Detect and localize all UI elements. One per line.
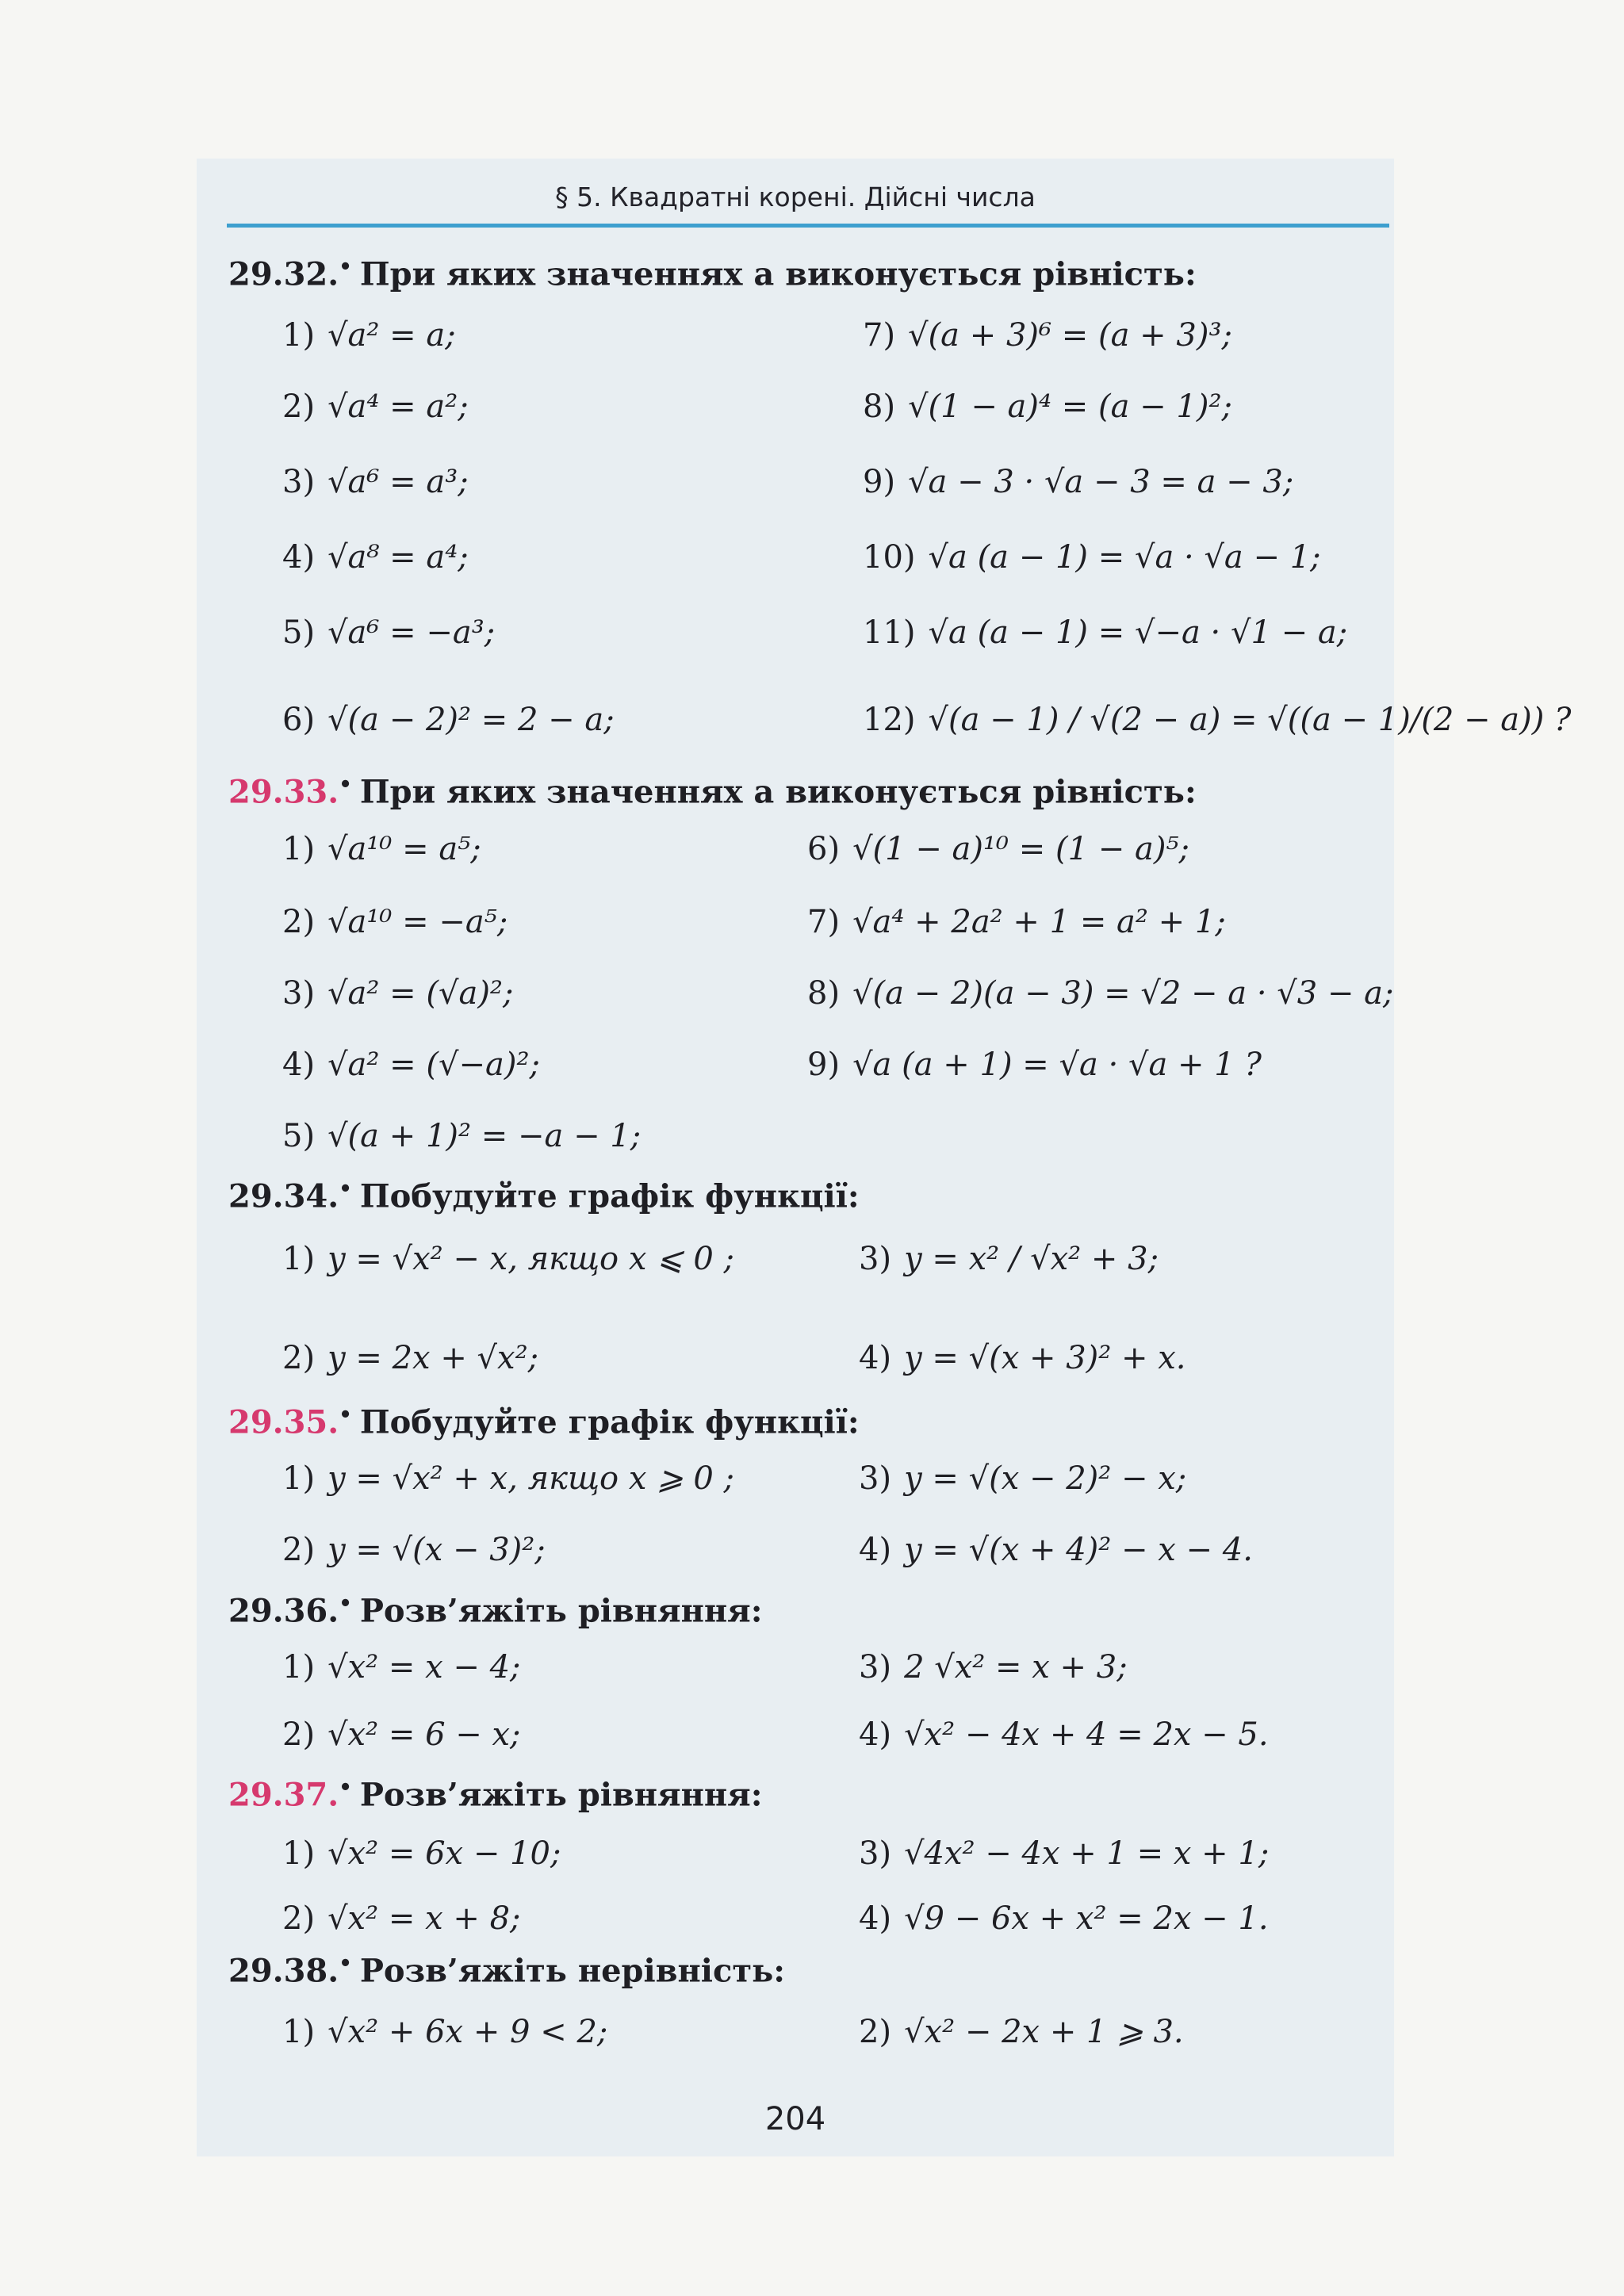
list-item: 3) √a⁶ = a³;: [282, 464, 469, 500]
problem-stem: Розв’яжіть рівняння:: [359, 1592, 763, 1630]
list-item: 8) √(a − 2)(a − 3) = √2 − a · √3 − a;: [807, 975, 1394, 1012]
list-item: 3) √4x² − 4x + 1 = x + 1;: [859, 1835, 1270, 1872]
problem-stem: При яких значеннях a виконується рівність:: [359, 255, 1197, 293]
list-item: 2) √a⁴ = a²;: [282, 388, 469, 425]
list-item: 3) √a² = (√a)²;: [282, 975, 514, 1012]
list-item: 1) √x² = x − 4;: [282, 1649, 521, 1686]
page-number: 204: [764, 2101, 826, 2137]
list-item: 2) √x² = 6 − x;: [282, 1716, 521, 1753]
list-item: 5) √(a + 1)² = −a − 1;: [282, 1118, 642, 1154]
list-item: 6) √(a − 2)² = 2 − a;: [282, 702, 615, 738]
list-item: 2) y = √(x − 3)²;: [282, 1532, 546, 1568]
page-header: [197, 159, 1394, 225]
list-item: 9) √a − 3 · √a − 3 = a − 3;: [863, 464, 1294, 500]
problem-29-35-heading: 29.35.• Побудуйте графік функції:: [228, 1403, 860, 1441]
problem-number: 29.34.: [228, 1177, 339, 1215]
section-title: § 5. Квадратні корені. Дійсні числа: [555, 182, 1036, 212]
list-item: 8) √(1 − a)⁴ = (a − 1)²;: [863, 388, 1232, 425]
list-item: 12) √(a − 1) / √(2 − a) = √((a − 1)/(2 − a)) ?: [863, 702, 1572, 738]
list-item: 4) √9 − 6x + x² = 2x − 1.: [859, 1900, 1269, 1937]
problem-29-32-heading: 29.32.• При яких значеннях a виконується рівність:: [228, 255, 1197, 293]
list-item: 5) √a⁶ = −a³;: [282, 614, 496, 651]
problem-number: 29.33.: [228, 773, 339, 811]
list-item: 3) y = x² / √x² + 3;: [859, 1241, 1159, 1277]
problem-number: 29.35.: [228, 1403, 339, 1441]
list-item: 9) √a (a + 1) = √a · √a + 1 ?: [807, 1047, 1262, 1083]
problem-stem: При яких значеннях a виконується рівність:: [359, 773, 1197, 811]
list-item: 3) 2 √x² = x + 3;: [859, 1649, 1128, 1686]
list-item: 4) y = √(x + 4)² − x − 4.: [859, 1532, 1253, 1568]
header-divider: [227, 224, 1389, 228]
problem-29-37-heading: 29.37.• Розв’яжіть рівняння:: [228, 1776, 763, 1814]
list-item: 4) √a² = (√−a)²;: [282, 1047, 540, 1083]
list-item: 2) y = 2x + √x²;: [282, 1340, 539, 1376]
problem-number: 29.38.: [228, 1952, 339, 1990]
list-item: 2) √x² − 2x + 1 ⩾ 3.: [859, 2014, 1184, 2050]
list-item: 7) √(a + 3)⁶ = (a + 3)³;: [863, 317, 1232, 354]
list-item: 1) y = √x² + x, якщо x ⩾ 0 ;: [282, 1460, 734, 1497]
list-item: 2) √x² = x + 8;: [282, 1900, 521, 1937]
problem-stem: Побудуйте графік функції:: [359, 1403, 860, 1441]
problem-stem: Побудуйте графік функції:: [359, 1177, 860, 1215]
problem-number: 29.36.: [228, 1592, 339, 1630]
problem-stem: Розв’яжіть нерівність:: [359, 1952, 786, 1990]
list-item: 1) √a¹⁰ = a⁵;: [282, 831, 481, 867]
list-item: 10) √a (a − 1) = √a · √a − 1;: [863, 539, 1321, 576]
problem-stem: Розв’яжіть рівняння:: [359, 1776, 763, 1814]
list-item: 1) √a² = a;: [282, 317, 456, 354]
list-item: 1) √x² = 6x − 10;: [282, 1835, 561, 1872]
problem-29-33-heading: 29.33.• При яких значеннях a виконується рівність:: [228, 773, 1197, 811]
list-item: 6) √(1 − a)¹⁰ = (1 − a)⁵;: [807, 831, 1189, 867]
list-item: 4) √x² − 4x + 4 = 2x − 5.: [859, 1716, 1269, 1753]
list-item: 11) √a (a − 1) = √−a · √1 − a;: [863, 614, 1348, 651]
list-item: 3) y = √(x − 2)² − x;: [859, 1460, 1187, 1497]
list-item: 1) y = √x² − x, якщо x ⩽ 0 ;: [282, 1241, 734, 1277]
list-item: 2) √a¹⁰ = −a⁵;: [282, 904, 508, 940]
list-item: 7) √a⁴ + 2a² + 1 = a² + 1;: [807, 904, 1226, 940]
problem-number: 29.37.: [228, 1776, 339, 1814]
list-item: 4) y = √(x + 3)² + x.: [859, 1340, 1186, 1376]
list-item: 1) √x² + 6x + 9 < 2;: [282, 2014, 608, 2050]
textbook-page: [197, 159, 1572, 2156]
problem-29-38-heading: 29.38.• Розв’яжіть нерівність:: [228, 1952, 786, 1990]
problem-number: 29.32.: [228, 255, 339, 293]
list-item: 4) √a⁸ = a⁴;: [282, 539, 469, 576]
problem-29-34-heading: 29.34.• Побудуйте графік функції:: [228, 1177, 860, 1215]
problem-29-36-heading: 29.36.• Розв’яжіть рівняння:: [228, 1592, 763, 1630]
